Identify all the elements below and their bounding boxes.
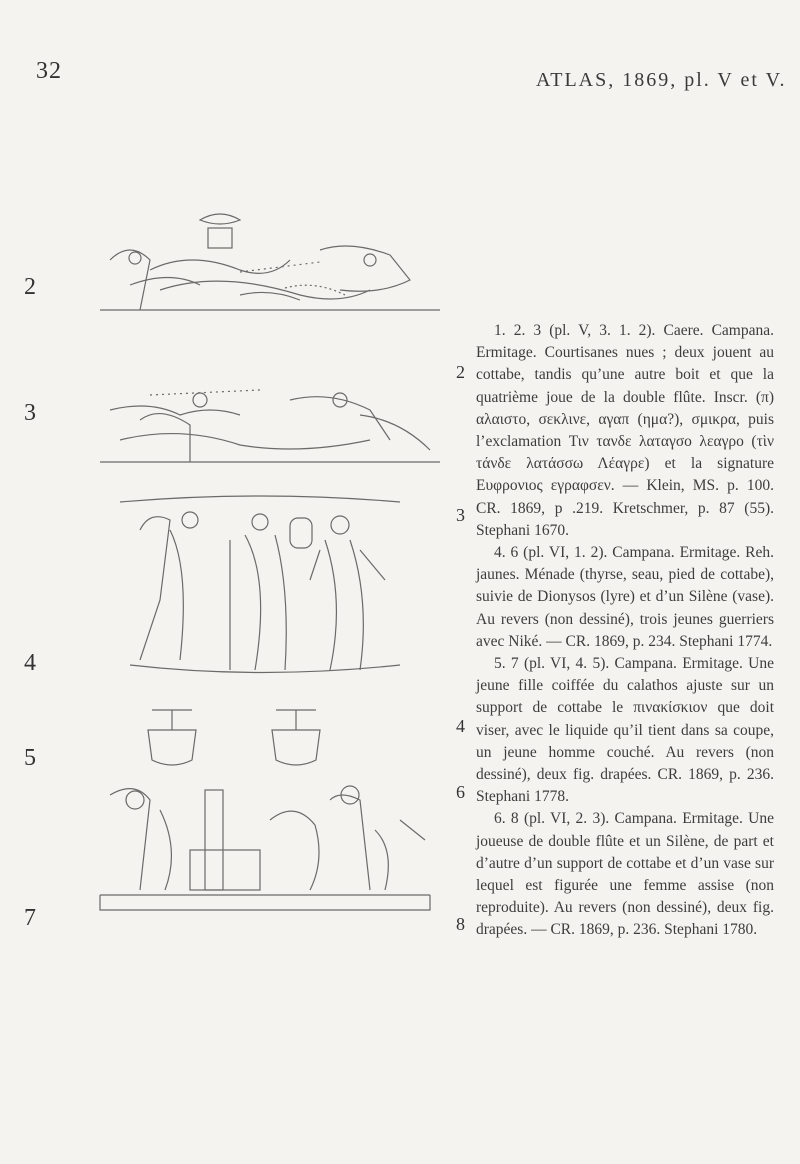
figure-7-drawing: [100, 786, 430, 910]
figure-3-drawing: [100, 390, 440, 462]
vase-illustrations: [40, 200, 450, 680]
figure-2-drawing: [100, 214, 440, 310]
margin-number-3: 3: [456, 505, 465, 525]
plate-label-3: 3: [24, 400, 36, 426]
margin-number-8: 8: [456, 914, 465, 934]
running-head: ATLAS, 1869, pl. V et V.: [536, 69, 787, 91]
entry-1-2-3: 1. 2. 3 (pl. V, 3. 1. 2). Caere. Campana. Ermitage. Courtisanes nues ; deux jouent au cottabe, tandis qu’une autre boit et que la quatrième joue de la double flûte. Inscr. (π) αλαιστο, σεκλινε, αγαπ (ημα?), σμικρα, puis l’exclamation Τιν τανδε λαταγσο λεαγρο (τὶν τάνδε λατάσσω Λέαγρε) et la signature Ευφρονιος εγραφσεν. — Klein, MS. p. 100. CR. 1869, p .219. Kretschmer, p. 87 (55). Stephani 1670.: [476, 322, 774, 539]
entry-6-8: 6. 8 (pl. VI, 2. 3). Campana. Ermitage. Une joueuse de double flûte et un Silène, de part et d’autre d’un support de cottabe et d’un vase sur lequel est figurée une femme assise (non reproduite). Au revers (non dessiné), deux fig. drapées. — CR. 1869, p. 236. Stephani 1780.: [476, 810, 774, 939]
margin-number-6: 6: [456, 782, 465, 802]
entry-4-6: 4. 6 (pl. VI, 1. 2). Campana. Ermitage. Reh. jaunes. Ménade (thyrse, seau, pied de cottabe), suivie de Dionysos (lyre) et d’un Silène (vase). Au revers (non dessiné), trois jeunes guerriers avec Niké. — CR. 1869, p. 234. Stephani 1774.: [476, 544, 774, 650]
margin-number-4: 4: [456, 716, 465, 736]
plate-label-7: 7: [24, 905, 36, 931]
figure-5-drawing: [148, 710, 320, 765]
plate-label-4: 4: [24, 650, 36, 676]
plate-label-2: 2: [24, 274, 36, 300]
figure-4-drawing: [120, 496, 400, 680]
plate-label-5: 5: [24, 745, 36, 771]
margin-number-2: 2: [456, 362, 465, 382]
entry-5-7: 5. 7 (pl. VI, 4. 5). Campana. Ermitage. Une jeune fille coiffée du calathos ajuste sur un support de cottabe le πινακίσκιον que doit viser, avec le liquide qu’il tient dans sa coupe, un jeune homme couché. Au revers (non dessiné), deux fig. drapées. CR. 1869, p. 236. Stephani 1778.: [476, 655, 774, 806]
catalog-text: [476, 320, 774, 942]
vase-illustrations-lower: [40, 700, 450, 990]
page-number: 32: [36, 58, 62, 84]
